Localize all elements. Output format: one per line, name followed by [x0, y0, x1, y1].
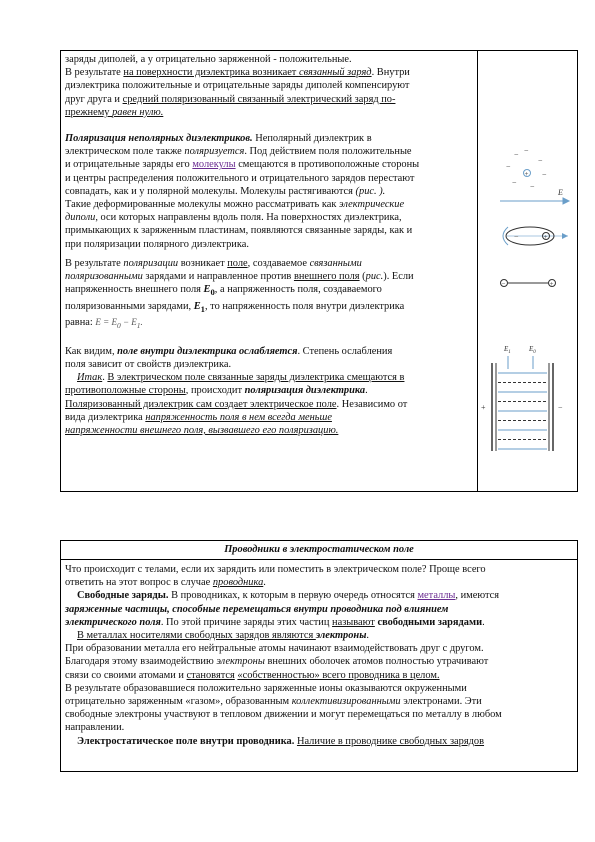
para-line [65, 257, 473, 270]
link-text[interactable]: на поверхности диэлектрика возникает [123, 67, 299, 79]
text: . [263, 577, 266, 589]
para-line [65, 270, 473, 283]
text: диполи [65, 212, 96, 224]
minus-sign: − [512, 178, 517, 187]
subheading: Электростатическое поле внутри проводника. [77, 735, 295, 747]
text: . Под действием поля положительные [244, 146, 412, 158]
text: поля зависит от свойств диэлектрика. [65, 359, 232, 371]
text: , происходит [185, 385, 245, 397]
dielectric-table [60, 50, 578, 492]
text: . [482, 616, 485, 628]
formula-part: − E [120, 316, 137, 327]
field-label: E [558, 188, 563, 197]
minus-sign: − [524, 146, 529, 155]
para-line [65, 300, 473, 316]
para-line [65, 211, 473, 224]
link-text[interactable]: противоположные стороны [65, 385, 186, 397]
text: поляризованными зарядами, [65, 300, 194, 312]
e0-label: $E_0$ [529, 345, 536, 355]
text: . Внутри [371, 67, 410, 79]
para-line [65, 411, 473, 424]
subscript: 1 [200, 303, 205, 314]
minus-sign: − [514, 150, 519, 159]
text: поляризация диэлектрика [244, 385, 366, 397]
para-line [65, 695, 573, 708]
text: поляризации [123, 257, 179, 269]
text: , оси которых направлены вдоль поля. На поверхностях диэлектрика, [95, 212, 402, 224]
para-line [65, 145, 473, 158]
para-line [65, 198, 473, 211]
text: В результате [65, 257, 124, 269]
link-text[interactable]: В электрическом поле связанные заряды диэлектрика смещаются в [107, 372, 405, 384]
link-text[interactable]: металлы [417, 590, 456, 602]
text: Что происходит с телами, если их зарядить или поместить в электрическом поле? Проще всего [65, 564, 486, 575]
text: совпадать, как и у полярной молекулы. Молекулы растягиваются [65, 185, 356, 197]
text: коллективизированными [291, 696, 401, 708]
text: . Независимо от [336, 398, 408, 410]
para-line [65, 224, 473, 237]
minus-sign: − [501, 280, 506, 288]
text: электронами. Эти [400, 696, 482, 708]
text: отрицательно заряженным «газом», образованным [65, 696, 292, 708]
arrow-head [563, 198, 569, 204]
text: ( [359, 271, 366, 283]
dielectric-text-cell [61, 51, 478, 491]
link-text[interactable]: связанный заряд [298, 67, 372, 79]
molecule-diagram [500, 146, 569, 288]
text: свободные электроны участвуют в тепловом движении и могут перемещаться по металлу в любом [65, 709, 502, 721]
text: ). Если [383, 271, 414, 283]
text: возникает [178, 257, 228, 269]
link-text[interactable]: внешнего поля [293, 271, 360, 283]
text: поляризуется [184, 146, 245, 158]
para-line [65, 708, 573, 721]
link-text[interactable]: Итак [77, 372, 103, 384]
para-line [65, 616, 573, 629]
minus-sign: − [514, 232, 519, 241]
section-title: Проводники в электростатическом поле [61, 541, 577, 560]
section-heading: Поляризация неполярных диэлектриков. [65, 133, 253, 145]
para-line [65, 642, 573, 655]
text: Как видим, [65, 345, 118, 357]
symbol: E [193, 300, 201, 312]
para-line [65, 93, 473, 106]
para-line [65, 358, 473, 371]
text: смещаются в противоположные стороны [235, 159, 420, 171]
link-text[interactable]: напряженности внешнего поля, вызвавшего его поляризацию. [65, 425, 339, 437]
formula [95, 316, 143, 330]
text: ответить на этот вопрос в случае [65, 577, 213, 589]
para-line [65, 682, 573, 695]
subheading: Свободные заряды. [77, 590, 169, 602]
figure-cell [478, 51, 577, 491]
link-text[interactable]: называют [332, 616, 375, 628]
symbol: E [203, 284, 211, 296]
minus-sign: − [558, 403, 563, 412]
link-text[interactable]: средний поляризованный связанный электрический заряд по- [122, 93, 396, 105]
minus-sign: − [506, 162, 511, 171]
text: зарядами и направленное против [142, 271, 294, 283]
plus-sign: + [481, 403, 486, 412]
para-line [65, 132, 473, 145]
minus-sign: − [542, 170, 547, 179]
formula-part: E = E [95, 316, 117, 327]
text: Благодаря этому взаимодействию [65, 656, 217, 668]
text: В результате образовавшиеся положительно заряженные ионы оказываются окруженными [65, 682, 467, 694]
minus-sign: − [530, 182, 535, 191]
para-line [65, 721, 573, 734]
capacitor-diagram [481, 345, 563, 451]
text: . [366, 630, 370, 642]
text: при поляризации полярного диэлектрика. [65, 238, 249, 250]
subscript: 1 [136, 320, 141, 330]
link-text[interactable]: становятся [186, 669, 235, 681]
text: . Степень ослабления [297, 345, 393, 357]
para-line [65, 106, 473, 119]
text: . [365, 385, 368, 397]
text: напряженность внешнего поля [65, 284, 204, 296]
link-text[interactable]: Наличие в проводнике свободных зарядов [296, 735, 485, 747]
link-text[interactable]: напряженность поля в нем всегда меньше [145, 411, 332, 423]
para-line [65, 172, 473, 185]
link-text[interactable]: Поляризованный диэлектрик сам создает электрическое поле [65, 398, 337, 410]
text: диэлектрика положительные и отрицательные заряды диполей компенсируют [65, 80, 410, 92]
arrow-head [562, 233, 568, 239]
para-line [65, 158, 473, 171]
text: . По этой причине заряды этих частиц [160, 616, 333, 628]
para-line [65, 563, 573, 576]
text: При образовании металла его нейтральные атомы начинают взаимодействовать друг с другом. [65, 643, 484, 655]
para-line [65, 238, 473, 251]
text: Такие деформированные молекулы можно рассматривать как [65, 199, 340, 211]
subscript: 0 [116, 320, 121, 330]
text: и отрицательные заряды его [65, 159, 193, 171]
text: поляризованными [65, 271, 143, 283]
para-line [65, 603, 573, 616]
conductors-table [60, 540, 578, 772]
text: , создаваемое [247, 257, 310, 269]
text: электроны [216, 656, 265, 668]
para-line [65, 316, 473, 332]
para-line [65, 371, 473, 384]
link-text[interactable]: В металлах носителями свободных зарядов являются [77, 630, 316, 642]
text: равна: [65, 316, 96, 328]
para-line [65, 629, 573, 642]
link-text[interactable]: поле [227, 257, 248, 269]
para-line [65, 345, 473, 358]
link-text[interactable]: равен нулю. [112, 106, 164, 118]
text: поле внутри диэлектрика ослабляется [117, 345, 298, 357]
text: и центры распределения положительного и отрицательного зарядов перестают [65, 172, 415, 184]
text: В результате [65, 67, 124, 79]
text: (рис. ). [355, 185, 386, 197]
link-text[interactable]: «собственностью» всего проводника в целом. [237, 669, 440, 681]
link-text[interactable]: проводника [212, 577, 264, 589]
para-line [65, 735, 573, 748]
text: примыкающих к заряженным пластинам, появляются связанные заряды, как и [65, 225, 413, 237]
para-line [65, 655, 573, 668]
subscript: 0 [210, 287, 215, 298]
text: внешних оболочек атомов полностью утрачивают [264, 656, 489, 668]
link-text[interactable]: прежнему [65, 106, 113, 118]
formula-part: . [140, 316, 143, 327]
para-line [65, 384, 473, 397]
text: рис. [365, 271, 384, 283]
para-line [65, 53, 473, 66]
para-line [65, 424, 473, 437]
text: электрическом поле также [65, 146, 185, 158]
text: В проводниках, к которым в первую очередь относятся [168, 590, 418, 602]
text: вида диэлектрика [65, 411, 146, 423]
link-text[interactable]: молекулы [192, 159, 236, 171]
text: электрического поля [65, 616, 161, 628]
plus-sign: + [524, 170, 529, 178]
text: заряженные частицы, способные перемещаться внутри проводника под влиянием [65, 603, 449, 615]
para-line [65, 398, 473, 411]
text: свободными зарядами [377, 616, 483, 628]
minus-sign: − [538, 156, 543, 165]
e1-label: $E_1$ [504, 345, 511, 355]
para-line [65, 66, 473, 79]
text: , имеются [455, 590, 500, 602]
text: электроны [315, 630, 367, 642]
text: Неполярный диэлектрик в [252, 133, 372, 145]
para-line [65, 283, 473, 299]
text: направлении. [65, 722, 125, 734]
para-line [65, 589, 573, 602]
para-line [65, 79, 473, 92]
conductors-text-cell [61, 560, 577, 748]
dielectric-figures [478, 51, 577, 491]
para-line [65, 185, 473, 198]
plus-sign: + [543, 233, 548, 241]
plus-sign: + [549, 280, 554, 288]
text: связи со своими атомами и [65, 669, 187, 681]
para-line [65, 669, 573, 682]
text: , то напряженность поля внутри диэлектрика [204, 300, 405, 312]
text: . [102, 372, 108, 384]
text: , а напряженность поля, создаваемого [214, 284, 382, 296]
para-line [65, 576, 573, 589]
text: друг друга и [65, 93, 123, 105]
capacitor-field-lines [498, 373, 547, 449]
text: заряды диполей, а у отрицательно заряженной - положительные. [65, 54, 352, 65]
text: связанными [309, 257, 362, 269]
text: электрические [339, 199, 405, 211]
